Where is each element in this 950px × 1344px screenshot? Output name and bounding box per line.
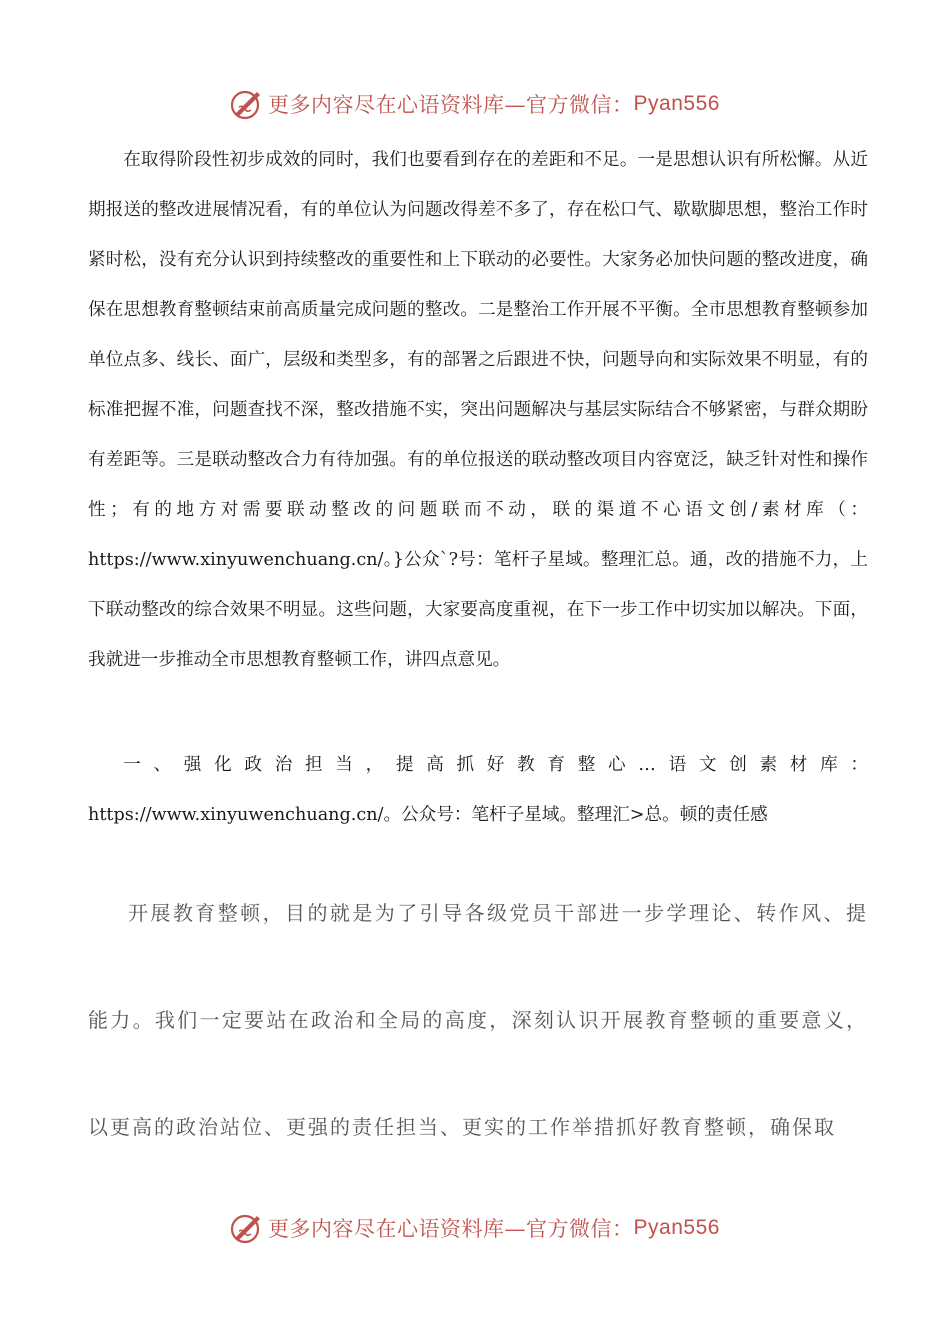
paragraph-2: 开展教育整顿，目的就是为了引导各级党员干部进一步学理论、转作风、提能力。我们一定要站在政治和全局的高度，深刻认识开展教育整顿的重要意义，以更高的政治站位、更强的责任担当、更实的工作举措抓好教育整顿，确保取	[88, 901, 868, 1139]
banner-wechat-id: Pyan556	[633, 1216, 720, 1239]
footer-banner	[0, 1208, 950, 1248]
header-banner	[0, 84, 950, 124]
banner-wechat-id: Pyan556	[633, 92, 720, 115]
pen-logo-icon	[230, 87, 264, 121]
banner-text: 更多内容尽在心语资料库—官方微信：	[268, 93, 634, 117]
paragraph-1: 在取得阶段性初步成效的同时，我们也要看到存在的差距和不足。一是思想认识有所松懈。从近期报送的整改进展情况看，有的单位认为问题改得差不多了，存在松口气、歇歇脚思想，整治工作时紧时松，没有充分认识到持续整改的重要性和上下联动的必要性。大家务必加快问题的整改进度，确保在思想教育整顿结束前高质量完成问题的整改。二是整治工作开展不平衡。全市思想教育整顿参加单位点多、线长、面广，层级和类型多，有的部署之后跟进不快，问题导向和实际效果不明显，有的标准把握不准，问题查找不深，整改措施不实，突出问题解决与基层实际结合不够紧密，与群众期盼有差距等。三是联动整改合力有待加强。有的单位报送的联动整改项目内容宽泛，缺乏针对性和操作性；有的地方对需要联动整改的问题联而不动，联的渠道不心语文创/素材库（：https://www.xinyuwenchuang.cn/。}公众`?号：笔杆子星域。整理汇总。通，改的措施不力，上下联动整改的综合效果不明显。这些问题，大家要高度重视，在下一步工作中切实加以解决。下面，我就进一步推动全市思想教育整顿工作，讲四点意见。	[88, 150, 868, 670]
section-heading-1: 一、强化政治担当，提高抓好教育整心…语文创素材库：https://www.xinyuwenchuang.cn/。公众号：笔杆子星域。整理汇>总。顿的责任感	[88, 755, 868, 825]
pen-logo-icon	[230, 1211, 264, 1245]
banner-text: 更多内容尽在心语资料库—官方微信：	[268, 1217, 634, 1241]
